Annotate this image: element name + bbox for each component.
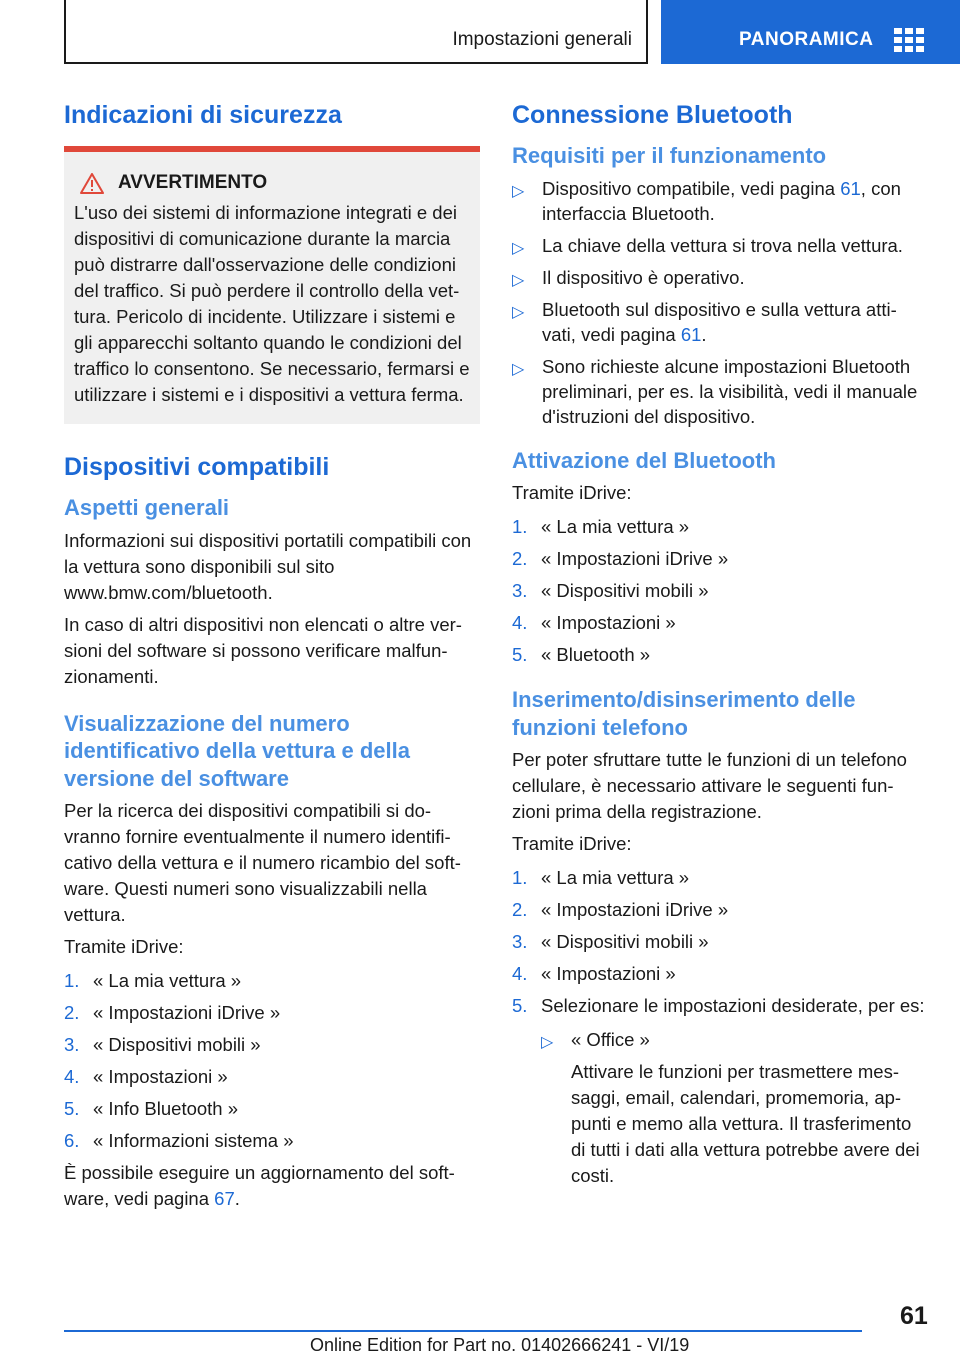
overview-button[interactable] (661, 0, 960, 64)
footer-divider (64, 1330, 862, 1332)
list-item: 4. « Impostazioni » (512, 612, 676, 633)
list-item: 5. Selezionare le impostazioni desiderate, per es: ▷ « Office » Attivare le funzioni per trasmettere mes-saggi, email, calendari, promemoria, ap-punti e memo alla vettura. Il trasferimento di tutti i dati alla vettura potrebbe avere dei costi. (512, 993, 930, 1189)
page-link[interactable]: 61 (840, 177, 861, 199)
update-paragraph: È possibile eseguire un aggiornamento del soft-ware, vedi pagina 67. (64, 1162, 455, 1209)
phone-functions-heading: Inserimento/disinserimento delle funzioni telefono (512, 687, 856, 740)
list-item: 5. « Bluetooth » (512, 644, 651, 665)
bluetooth-heading: Connessione Bluetooth (512, 101, 793, 129)
safety-heading: Indicazioni di sicurezza (64, 101, 342, 129)
triangle-bullet-icon: ▷ (541, 1034, 554, 1051)
office-sublist (541, 1027, 930, 1189)
compatible-heading: Dispositivi compatibili (64, 453, 330, 481)
id-paragraph: Per la ricerca dei dispositivi compatibili si do-vranno fornire eventualmente il numero identifi-cativo della vettura e il numero ricambio del soft-ware. Questi numeri sono visualizzabili nella vettura. (64, 800, 461, 925)
triangle-bullet-icon: ▷ (512, 182, 525, 200)
id-heading: Visualizzazione del numero identificativo della vettura e della versione del software (64, 710, 410, 791)
overview-label: PANORAMICA (739, 29, 874, 50)
phone-via: Tramite iDrive: (512, 833, 632, 854)
list-item: 2. « Impostazioni iDrive » (512, 548, 729, 569)
list-item: 3. « Dispositivi mobili » (512, 580, 709, 601)
triangle-bullet-icon: ▷ (512, 303, 525, 321)
list-item: 1. « La mia vettura » (512, 867, 690, 888)
activation-steps-list (512, 514, 930, 668)
page-number: 61 (900, 1302, 928, 1330)
requirements-heading: Requisiti per il funzionamento (512, 143, 827, 168)
header-section-box (64, 0, 648, 64)
office-label: « Office » (571, 1029, 650, 1050)
warning-box (64, 146, 480, 424)
warning-label: AVVERTIMENTO (118, 172, 268, 193)
list-item: 4. « Impostazioni » (64, 1066, 228, 1087)
list-item: 6. « Informazioni sistema » (64, 1130, 294, 1151)
grid-icon (894, 28, 924, 54)
list-item: 4. « Impostazioni » (512, 963, 676, 984)
list-item: 3. « Dispositivi mobili » (64, 1034, 261, 1055)
id-steps-list (64, 968, 480, 1154)
list-item: 2. « Impostazioni iDrive » (64, 1002, 281, 1023)
warning-text: L'uso dei sistemi di informazione integrati e dei dispositivi di comunicazione durante la marcia può distrarre dall'osservazione delle condizioni del traffico. Si può perdere il controllo della vet-tura. Pericolo di incidente. Utilizzare i sistemi e gli apparecchi soltanto quando le condizioni del traffico lo consentono. Se necessario, fermarsi e utilizzare i sistemi e i dispositivi a vettura ferma. (74, 202, 470, 405)
list-item: ▷ Bluetooth sul dispositivo e sulla vettura atti-vati, vedi pagina 61. (512, 298, 897, 345)
activation-heading: Attivazione del Bluetooth (512, 447, 776, 473)
header-section-title: Impostazioni generali (452, 29, 632, 50)
triangle-bullet-icon: ▷ (512, 360, 525, 378)
list-item: 1. « La mia vettura » (512, 516, 690, 537)
id-via: Tramite iDrive: (64, 936, 184, 957)
triangle-bullet-icon: ▷ (512, 239, 525, 257)
left-column (64, 92, 480, 1218)
list-item: 5. « Info Bluetooth » (64, 1098, 239, 1119)
page-link[interactable]: 61 (680, 323, 702, 345)
triangle-bullet-icon: ▷ (512, 271, 525, 289)
list-item: ▷ Sono richieste alcune impostazioni Bluetooth preliminari, per es. la visibilità, vedi il manuale d'istruzioni del dispositivo. (512, 355, 918, 427)
activation-via: Tramite iDrive: (512, 482, 632, 503)
phone-steps-list (512, 865, 930, 1189)
list-item: ▷ Il dispositivo è operativo. (512, 265, 930, 290)
page-link[interactable]: 67 (214, 1188, 235, 1209)
general-paragraph-1: Informazioni sui dispositivi portatili compatibili con la vettura sono disponibili sul sito www.bmw.com/bluetooth. (64, 529, 472, 603)
general-heading: Aspetti generali (64, 495, 230, 520)
list-item: 2. « Impostazioni iDrive » (512, 899, 729, 920)
list-item: ▷ La chiave della vettura si trova nella vettura. (512, 233, 930, 258)
list-item: 3. « Dispositivi mobili » (512, 931, 709, 952)
list-item: ▷ Dispositivo compatibile, vedi pagina 61, con interfaccia Bluetooth. (512, 177, 901, 224)
list-item (541, 1027, 930, 1189)
footer-edition: Online Edition for Part no. 01402666241 - VI/19 (310, 1335, 690, 1355)
warning-header (74, 172, 470, 194)
phone-paragraph: Per poter sfruttare tutte le funzioni di un telefono cellulare, è necessario attivare le seguenti fun-zioni prima della registrazione. (512, 749, 907, 822)
general-paragraph-2: In caso di altri dispositivi non elencati o altre ver-sioni del software si possono verificare malfun-zionamenti. (64, 613, 462, 687)
requirements-list (512, 176, 930, 429)
right-column (512, 92, 930, 1197)
list-item: 1. « La mia vettura » (64, 970, 242, 991)
office-text: Attivare le funzioni per trasmettere mes-saggi, email, calendari, promemoria, ap-punti e memo alla vettura. Il trasferimento di tutti i dati alla vettura potrebbe avere dei costi. (571, 1061, 920, 1186)
warning-triangle-icon (80, 173, 104, 194)
